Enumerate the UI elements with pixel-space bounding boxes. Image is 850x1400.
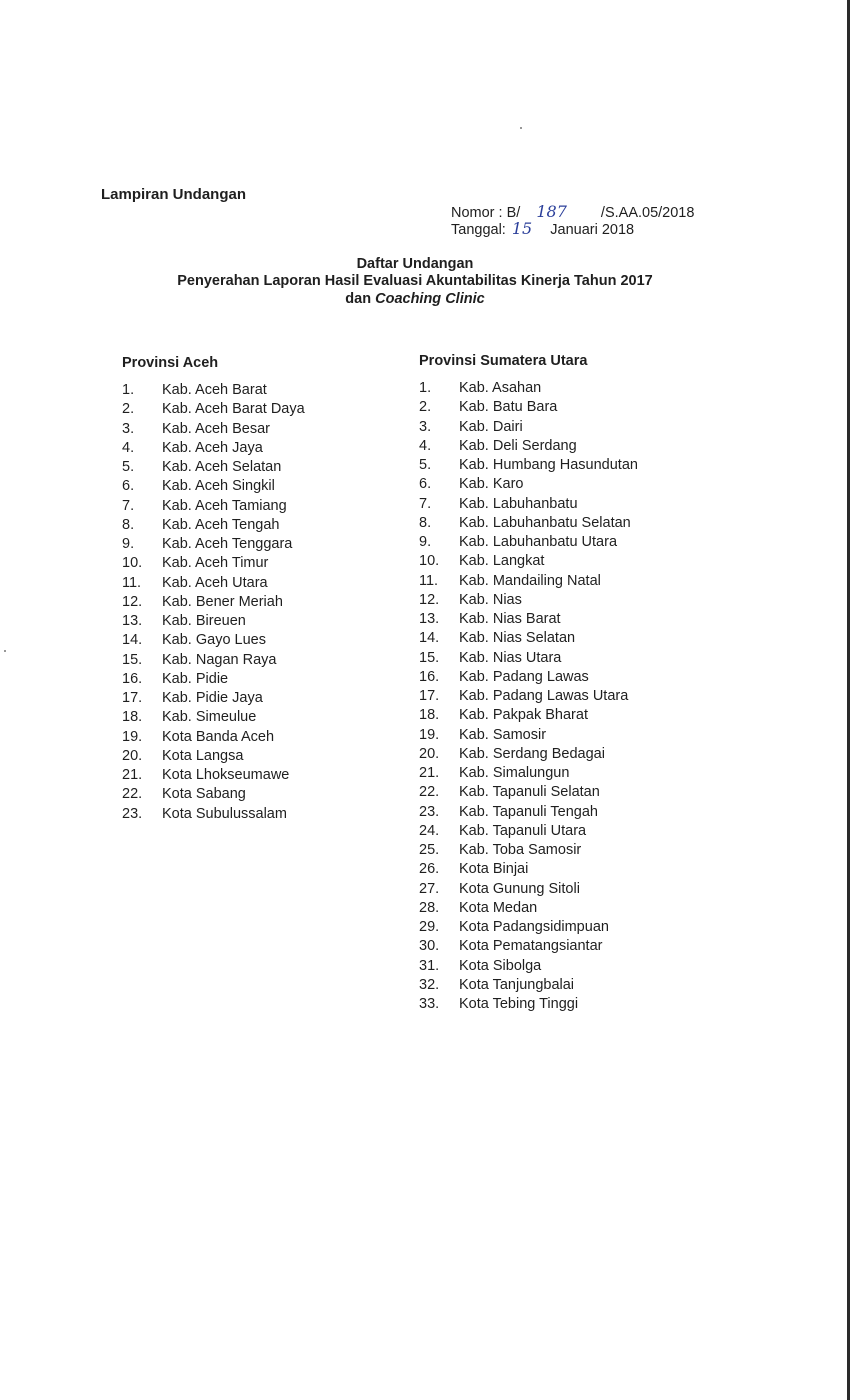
item-name: Kab. Aceh Barat bbox=[162, 382, 267, 398]
item-name: Kab. Karo bbox=[459, 476, 524, 493]
item-number: 4. bbox=[419, 437, 432, 454]
nomor-label: Nomor bbox=[451, 205, 495, 221]
item-number: 16. bbox=[419, 668, 440, 685]
list-item bbox=[419, 976, 749, 995]
list-item bbox=[122, 651, 402, 670]
item-name: Kab. Mandailing Natal bbox=[459, 572, 601, 589]
item-name: Kota Gunung Sitoli bbox=[459, 880, 580, 897]
item-name: Kab. Aceh Barat Daya bbox=[162, 401, 305, 418]
list-item bbox=[419, 899, 749, 918]
list-item bbox=[122, 766, 402, 785]
nomor-prefix: : B/ bbox=[498, 205, 521, 221]
item-number: 11. bbox=[122, 574, 142, 591]
item-name: Kab. Nias Barat bbox=[459, 611, 561, 627]
list-item bbox=[419, 379, 749, 398]
item-name: Kab. Samosir bbox=[459, 726, 547, 743]
list-item bbox=[122, 612, 402, 631]
list-item bbox=[419, 726, 749, 745]
list-item bbox=[419, 822, 749, 841]
list-item bbox=[419, 418, 749, 437]
list-item bbox=[419, 764, 749, 783]
handwritten-date: 15 bbox=[511, 219, 533, 238]
title-line-3 bbox=[0, 291, 830, 307]
item-name: Kab. Aceh Tamiang bbox=[162, 497, 287, 514]
item-name: Kab. Langkat bbox=[459, 553, 545, 570]
item-number: 20. bbox=[122, 747, 143, 764]
list-item bbox=[419, 937, 749, 956]
item-number: 26. bbox=[419, 861, 440, 878]
item-name: Kab. Pakpak Bharat bbox=[459, 707, 588, 724]
item-name: Kota Langsa bbox=[162, 747, 244, 764]
sumut-regency-list bbox=[419, 379, 749, 1014]
item-name: Kab. Bireuen bbox=[162, 613, 246, 629]
item-name: Kota Tebing Tinggi bbox=[459, 996, 579, 1012]
list-item bbox=[419, 495, 749, 514]
list-item bbox=[122, 497, 402, 516]
item-number: 14. bbox=[419, 630, 440, 647]
scan-speck bbox=[520, 127, 522, 129]
list-item bbox=[122, 747, 402, 766]
item-number: 10. bbox=[419, 553, 440, 570]
item-name: Kab. Nias Selatan bbox=[459, 630, 576, 647]
item-name: Kab. Simalungun bbox=[459, 765, 570, 781]
list-item bbox=[419, 841, 749, 860]
item-name: Kota Pematangsiantar bbox=[459, 938, 603, 955]
item-name: Kab. Aceh Jaya bbox=[162, 439, 263, 456]
item-number: 2. bbox=[419, 399, 432, 416]
item-name: Kab. Nias Utara bbox=[459, 649, 562, 666]
list-item bbox=[419, 475, 749, 494]
item-number: 10. bbox=[122, 555, 143, 572]
item-name: Kab. Aceh Selatan bbox=[162, 459, 282, 475]
province-sumut-heading: Provinsi Sumatera Utara bbox=[419, 353, 588, 369]
item-name: Kota Tanjungbalai bbox=[459, 976, 575, 993]
item-number: 5. bbox=[122, 459, 135, 475]
list-item bbox=[419, 880, 749, 899]
item-name: Kota Binjai bbox=[459, 861, 529, 878]
item-number: 12. bbox=[122, 593, 143, 610]
item-name: Kota Medan bbox=[459, 899, 538, 916]
item-number: 29. bbox=[419, 919, 440, 935]
item-number: 13. bbox=[419, 611, 440, 627]
item-name: Kab. Labuhanbatu Utara bbox=[459, 534, 618, 550]
item-name: Kota Subulussalam bbox=[162, 805, 287, 822]
item-number: 2. bbox=[122, 401, 135, 418]
item-number: 17. bbox=[122, 690, 143, 706]
list-item bbox=[419, 552, 749, 571]
list-item bbox=[122, 535, 402, 554]
list-item bbox=[122, 458, 402, 477]
item-name: Kab. Aceh Timur bbox=[162, 555, 269, 572]
list-item bbox=[419, 957, 749, 976]
item-name: Kab. Aceh Tengah bbox=[162, 516, 280, 533]
item-number: 6. bbox=[419, 476, 432, 493]
item-number: 24. bbox=[419, 822, 440, 839]
item-name: Kab. Nagan Raya bbox=[162, 651, 277, 668]
item-number: 7. bbox=[419, 495, 432, 512]
nomor-suffix: /S.AA.05/2018 bbox=[600, 205, 695, 221]
list-item bbox=[419, 456, 749, 475]
item-name: Kab. Deli Serdang bbox=[459, 437, 577, 454]
item-name: Kab. Aceh Singkil bbox=[162, 478, 275, 495]
list-item bbox=[419, 860, 749, 879]
item-number: 19. bbox=[122, 728, 143, 745]
item-name: Kab. Padang Lawas bbox=[459, 668, 589, 685]
list-item bbox=[122, 381, 402, 400]
item-number: 16. bbox=[122, 670, 143, 687]
list-item bbox=[419, 437, 749, 456]
item-number: 27. bbox=[419, 880, 440, 897]
item-number: 14. bbox=[122, 632, 143, 649]
list-item bbox=[122, 554, 402, 573]
item-number: 22. bbox=[122, 786, 143, 803]
list-item bbox=[122, 400, 402, 419]
item-name: Kab. Aceh Tenggara bbox=[162, 536, 293, 552]
attachment-label: Lampiran Undangan bbox=[101, 186, 247, 203]
list-item bbox=[122, 728, 402, 747]
item-name: Kab. Gayo Lues bbox=[162, 632, 266, 649]
list-item bbox=[122, 420, 402, 439]
list-item bbox=[122, 689, 402, 708]
list-item bbox=[122, 785, 402, 804]
item-name: Kota Lhokseumawe bbox=[162, 767, 290, 783]
item-number: 5. bbox=[419, 457, 432, 473]
list-item bbox=[122, 805, 402, 824]
list-item bbox=[419, 745, 749, 764]
list-item bbox=[419, 783, 749, 802]
item-number: 3. bbox=[419, 418, 432, 435]
item-number: 22. bbox=[419, 784, 440, 801]
title-line-3-prefix: dan bbox=[345, 291, 376, 307]
list-item bbox=[122, 631, 402, 650]
list-item bbox=[419, 629, 749, 648]
item-number: 25. bbox=[419, 842, 440, 858]
item-number: 30. bbox=[419, 938, 440, 955]
item-name: Kab. Asahan bbox=[459, 380, 542, 396]
list-item bbox=[419, 668, 749, 687]
item-number: 13. bbox=[122, 613, 143, 629]
list-item bbox=[122, 477, 402, 496]
list-item bbox=[419, 572, 749, 591]
item-number: 3. bbox=[122, 420, 135, 437]
item-name: Kota Banda Aceh bbox=[162, 728, 275, 745]
item-name: Kab. Batu Bara bbox=[459, 399, 558, 416]
item-number: 18. bbox=[122, 709, 143, 726]
list-item bbox=[419, 706, 749, 725]
title-line-2: Penyerahan Laporan Hasil Evaluasi Akuntabilitas Kinerja Tahun 2017 bbox=[177, 273, 653, 289]
item-number: 31. bbox=[419, 957, 440, 974]
item-name: Kab. Bener Meriah bbox=[162, 593, 283, 610]
tanggal-suffix: Januari 2018 bbox=[550, 222, 635, 238]
list-item bbox=[419, 803, 749, 822]
list-item bbox=[122, 574, 402, 593]
item-number: 15. bbox=[419, 649, 440, 666]
item-name: Kab. Tapanuli Utara bbox=[459, 822, 587, 839]
item-name: Kota Sabang bbox=[162, 786, 246, 803]
tanggal-label: Tanggal: bbox=[451, 222, 506, 238]
item-name: Kab. Dairi bbox=[459, 418, 523, 435]
item-name: Kab. Nias bbox=[459, 591, 522, 608]
item-name: Kab. Serdang Bedagai bbox=[459, 745, 605, 762]
list-item bbox=[122, 593, 402, 612]
item-number: 17. bbox=[419, 688, 440, 704]
item-number: 15. bbox=[122, 651, 143, 668]
item-number: 21. bbox=[122, 767, 143, 783]
item-name: Kab. Pidie Jaya bbox=[162, 690, 263, 706]
province-aceh-heading: Provinsi Aceh bbox=[122, 355, 219, 371]
letter-date bbox=[451, 219, 634, 238]
item-name: Kab. Tapanuli Tengah bbox=[459, 803, 598, 820]
item-number: 19. bbox=[419, 726, 440, 743]
item-number: 11. bbox=[419, 572, 439, 589]
item-number: 1. bbox=[122, 382, 135, 398]
item-name: Kab. Toba Samosir bbox=[459, 842, 582, 858]
list-item bbox=[419, 687, 749, 706]
item-number: 6. bbox=[122, 478, 135, 495]
item-name: Kab. Tapanuli Selatan bbox=[459, 784, 600, 801]
item-number: 9. bbox=[122, 536, 135, 552]
item-name: Kab. Aceh Besar bbox=[162, 420, 271, 437]
item-name: Kab. Padang Lawas Utara bbox=[459, 688, 629, 704]
item-number: 8. bbox=[122, 516, 135, 533]
item-name: Kab. Simeulue bbox=[162, 709, 257, 726]
list-item bbox=[419, 610, 749, 629]
item-name: Kota Padangsidimpuan bbox=[459, 919, 609, 935]
item-number: 18. bbox=[419, 707, 440, 724]
item-number: 28. bbox=[419, 899, 440, 916]
item-number: 23. bbox=[419, 803, 440, 820]
item-number: 8. bbox=[419, 514, 432, 531]
item-number: 1. bbox=[419, 380, 432, 396]
item-number: 7. bbox=[122, 497, 135, 514]
item-name: Kab. Labuhanbatu Selatan bbox=[459, 514, 631, 531]
title-line-1: Daftar Undangan bbox=[356, 256, 474, 272]
list-item bbox=[122, 516, 402, 535]
handwritten-number: 187 bbox=[536, 202, 567, 221]
title-line-3-italic: Coaching Clinic bbox=[375, 291, 485, 307]
list-item bbox=[419, 533, 749, 552]
list-item bbox=[419, 591, 749, 610]
item-number: 33. bbox=[419, 996, 440, 1012]
item-name: Kab. Labuhanbatu bbox=[459, 495, 578, 512]
list-item bbox=[419, 918, 749, 937]
item-number: 12. bbox=[419, 591, 440, 608]
aceh-regency-list bbox=[122, 381, 402, 824]
item-number: 9. bbox=[419, 534, 432, 550]
item-name: Kab. Aceh Utara bbox=[162, 574, 268, 591]
item-number: 23. bbox=[122, 805, 143, 822]
list-item bbox=[419, 398, 749, 417]
item-name: Kab. Pidie bbox=[162, 670, 229, 687]
list-item bbox=[122, 670, 402, 689]
list-item bbox=[122, 708, 402, 727]
item-name: Kota Sibolga bbox=[459, 957, 542, 974]
scan-speck bbox=[4, 650, 6, 652]
list-item bbox=[419, 514, 749, 533]
list-item bbox=[122, 439, 402, 458]
item-number: 32. bbox=[419, 976, 440, 993]
item-number: 4. bbox=[122, 439, 135, 456]
list-item bbox=[419, 995, 749, 1014]
item-name: Kab. Humbang Hasundutan bbox=[459, 457, 638, 473]
item-number: 21. bbox=[419, 765, 440, 781]
list-item bbox=[419, 649, 749, 668]
item-number: 20. bbox=[419, 745, 440, 762]
